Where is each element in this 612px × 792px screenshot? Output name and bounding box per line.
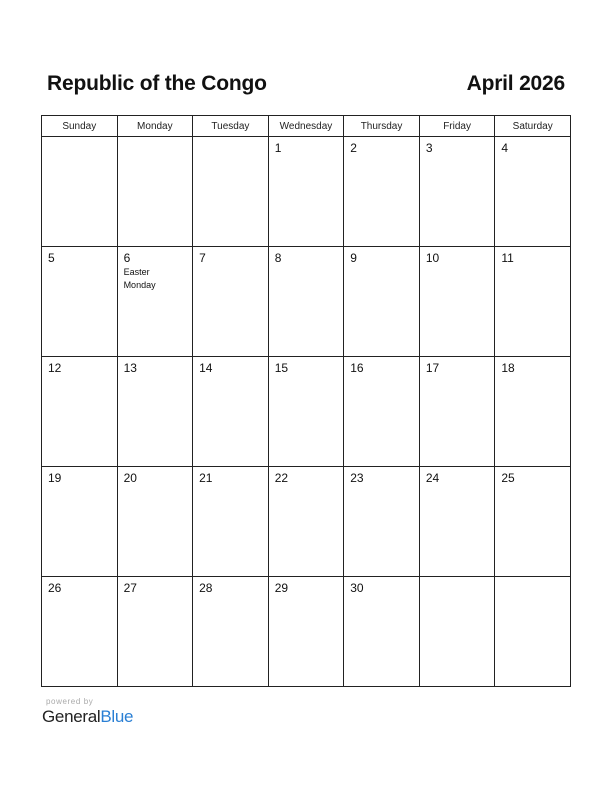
- calendar-day-cell: [344, 137, 420, 247]
- day-cell-content: [344, 137, 419, 160]
- day-number: 3: [425, 141, 433, 155]
- day-number: 29: [274, 581, 289, 595]
- brand-name: [42, 707, 133, 727]
- calendar-month-title: April 2026: [466, 72, 565, 95]
- day-cell-content: [118, 247, 193, 296]
- calendar-day-cell: [495, 137, 571, 247]
- calendar-day-cell: [419, 137, 495, 247]
- day-cell-content: [269, 247, 344, 270]
- holiday-label: Easter Monday: [123, 267, 156, 290]
- day-cell-content: [193, 577, 268, 600]
- calendar-day-cell: [42, 577, 118, 687]
- day-number: 22: [274, 471, 289, 485]
- day-number: 26: [48, 581, 62, 595]
- day-number: 9: [350, 251, 357, 265]
- calendar-day-cell: [42, 137, 118, 247]
- day-cell-content: [495, 467, 570, 490]
- day-cell-content: [42, 137, 117, 146]
- day-number: 2: [350, 141, 357, 155]
- calendar-week-row: [42, 357, 571, 467]
- day-number: 12: [48, 361, 62, 375]
- day-number: 16: [350, 361, 364, 375]
- day-number: 18: [501, 361, 515, 375]
- day-cell-content: [420, 247, 495, 270]
- calendar-day-cell: [117, 137, 193, 247]
- calendar-day-cell: [495, 247, 571, 357]
- calendar-day-cell: [42, 467, 118, 577]
- calendar-day-cell: [193, 577, 269, 687]
- day-number: 10: [425, 251, 440, 265]
- day-cell-content: [344, 357, 419, 380]
- calendar-day-cell: [268, 247, 344, 357]
- day-cell-content: [42, 467, 117, 490]
- brand-blue-text: Blue: [100, 707, 134, 726]
- calendar-day-cell: [495, 357, 571, 467]
- day-cell-content: [118, 137, 193, 146]
- day-cell-content: [344, 467, 419, 490]
- weekday-header-sunday: Sunday: [42, 116, 118, 137]
- day-number: 25: [501, 471, 515, 485]
- calendar-country-title: Republic of the Congo: [47, 72, 267, 95]
- weekday-header-row: [42, 116, 571, 137]
- day-cell-content: [420, 467, 495, 490]
- day-cell-content: [118, 357, 193, 380]
- day-number: 15: [274, 361, 289, 375]
- day-number: 5: [48, 251, 55, 265]
- calendar-day-cell: [344, 467, 420, 577]
- day-number: 19: [48, 471, 62, 485]
- day-cell-content: [269, 577, 344, 600]
- weekday-header-monday: Monday: [117, 116, 193, 137]
- calendar-day-cell: [419, 467, 495, 577]
- calendar-day-cell: [117, 467, 193, 577]
- calendar-day-cell: [268, 137, 344, 247]
- day-number: 7: [199, 251, 206, 265]
- day-cell-content: [193, 247, 268, 270]
- day-cell-content: [118, 467, 193, 490]
- day-cell-content: [420, 357, 495, 380]
- calendar-day-cell: [268, 577, 344, 687]
- day-cell-content: [42, 247, 117, 270]
- calendar-day-cell: [268, 467, 344, 577]
- calendar-day-cell: [268, 357, 344, 467]
- calendar-body: [42, 137, 571, 687]
- weekday-header-thursday: Thursday: [344, 116, 420, 137]
- day-cell-content: [420, 577, 495, 586]
- calendar-day-cell: [117, 357, 193, 467]
- day-cell-content: [269, 357, 344, 380]
- day-number: 1: [274, 141, 282, 155]
- day-cell-content: [344, 577, 419, 600]
- calendar-day-cell: [193, 247, 269, 357]
- day-number: 6: [123, 251, 131, 265]
- calendar-day-cell: [42, 357, 118, 467]
- calendar-week-row: [42, 247, 571, 357]
- day-cell-content: [495, 247, 570, 270]
- powered-by-text: powered by: [46, 697, 94, 706]
- day-cell-content: [269, 137, 344, 160]
- calendar-day-cell: [117, 577, 193, 687]
- day-number: 23: [350, 471, 364, 485]
- calendar-day-cell: [344, 357, 420, 467]
- day-cell-content: [495, 577, 570, 586]
- day-cell-content: [420, 137, 495, 160]
- day-number: 17: [425, 361, 440, 375]
- day-cell-content: [193, 467, 268, 490]
- day-cell-content: [495, 357, 570, 380]
- calendar-day-cell: [495, 577, 571, 687]
- day-number: 20: [123, 471, 137, 485]
- weekday-header-friday: Friday: [419, 116, 495, 137]
- calendar-day-cell: [42, 247, 118, 357]
- day-number: 30: [350, 581, 364, 595]
- day-cell-content: [344, 247, 419, 270]
- day-number: 11: [501, 251, 514, 265]
- day-cell-content: [269, 467, 344, 490]
- calendar-day-cell: [193, 137, 269, 247]
- day-number: 14: [199, 361, 213, 375]
- calendar-day-cell: [344, 247, 420, 357]
- weekday-header-saturday: Saturday: [495, 116, 571, 137]
- day-number: 13: [123, 361, 137, 375]
- day-number: 21: [199, 471, 213, 485]
- day-number: 27: [123, 581, 137, 595]
- calendar-day-cell: [419, 247, 495, 357]
- calendar-day-cell: [419, 357, 495, 467]
- day-number: 28: [199, 581, 213, 595]
- calendar-day-cell: [344, 577, 420, 687]
- calendar-day-cell: [193, 357, 269, 467]
- day-cell-content: [193, 357, 268, 380]
- day-cell-content: [495, 137, 570, 160]
- calendar-day-cell: [117, 247, 193, 357]
- calendar-grid: [41, 115, 571, 687]
- weekday-header-tuesday: Tuesday: [193, 116, 269, 137]
- day-number: 4: [501, 141, 509, 155]
- calendar-week-row: [42, 467, 571, 577]
- day-cell-content: [42, 357, 117, 380]
- calendar-day-cell: [495, 467, 571, 577]
- day-cell-content: [193, 137, 268, 146]
- calendar-day-cell: [193, 467, 269, 577]
- calendar-day-cell: [419, 577, 495, 687]
- weekday-header-wednesday: Wednesday: [268, 116, 344, 137]
- day-number: 8: [274, 251, 282, 265]
- day-cell-content: [42, 577, 117, 600]
- calendar-week-row: [42, 577, 571, 687]
- generalblue-logo: [42, 697, 133, 727]
- brand-general-text: General: [42, 707, 101, 726]
- day-cell-content: [118, 577, 193, 600]
- calendar-week-row: [42, 137, 571, 247]
- day-number: 24: [425, 471, 440, 485]
